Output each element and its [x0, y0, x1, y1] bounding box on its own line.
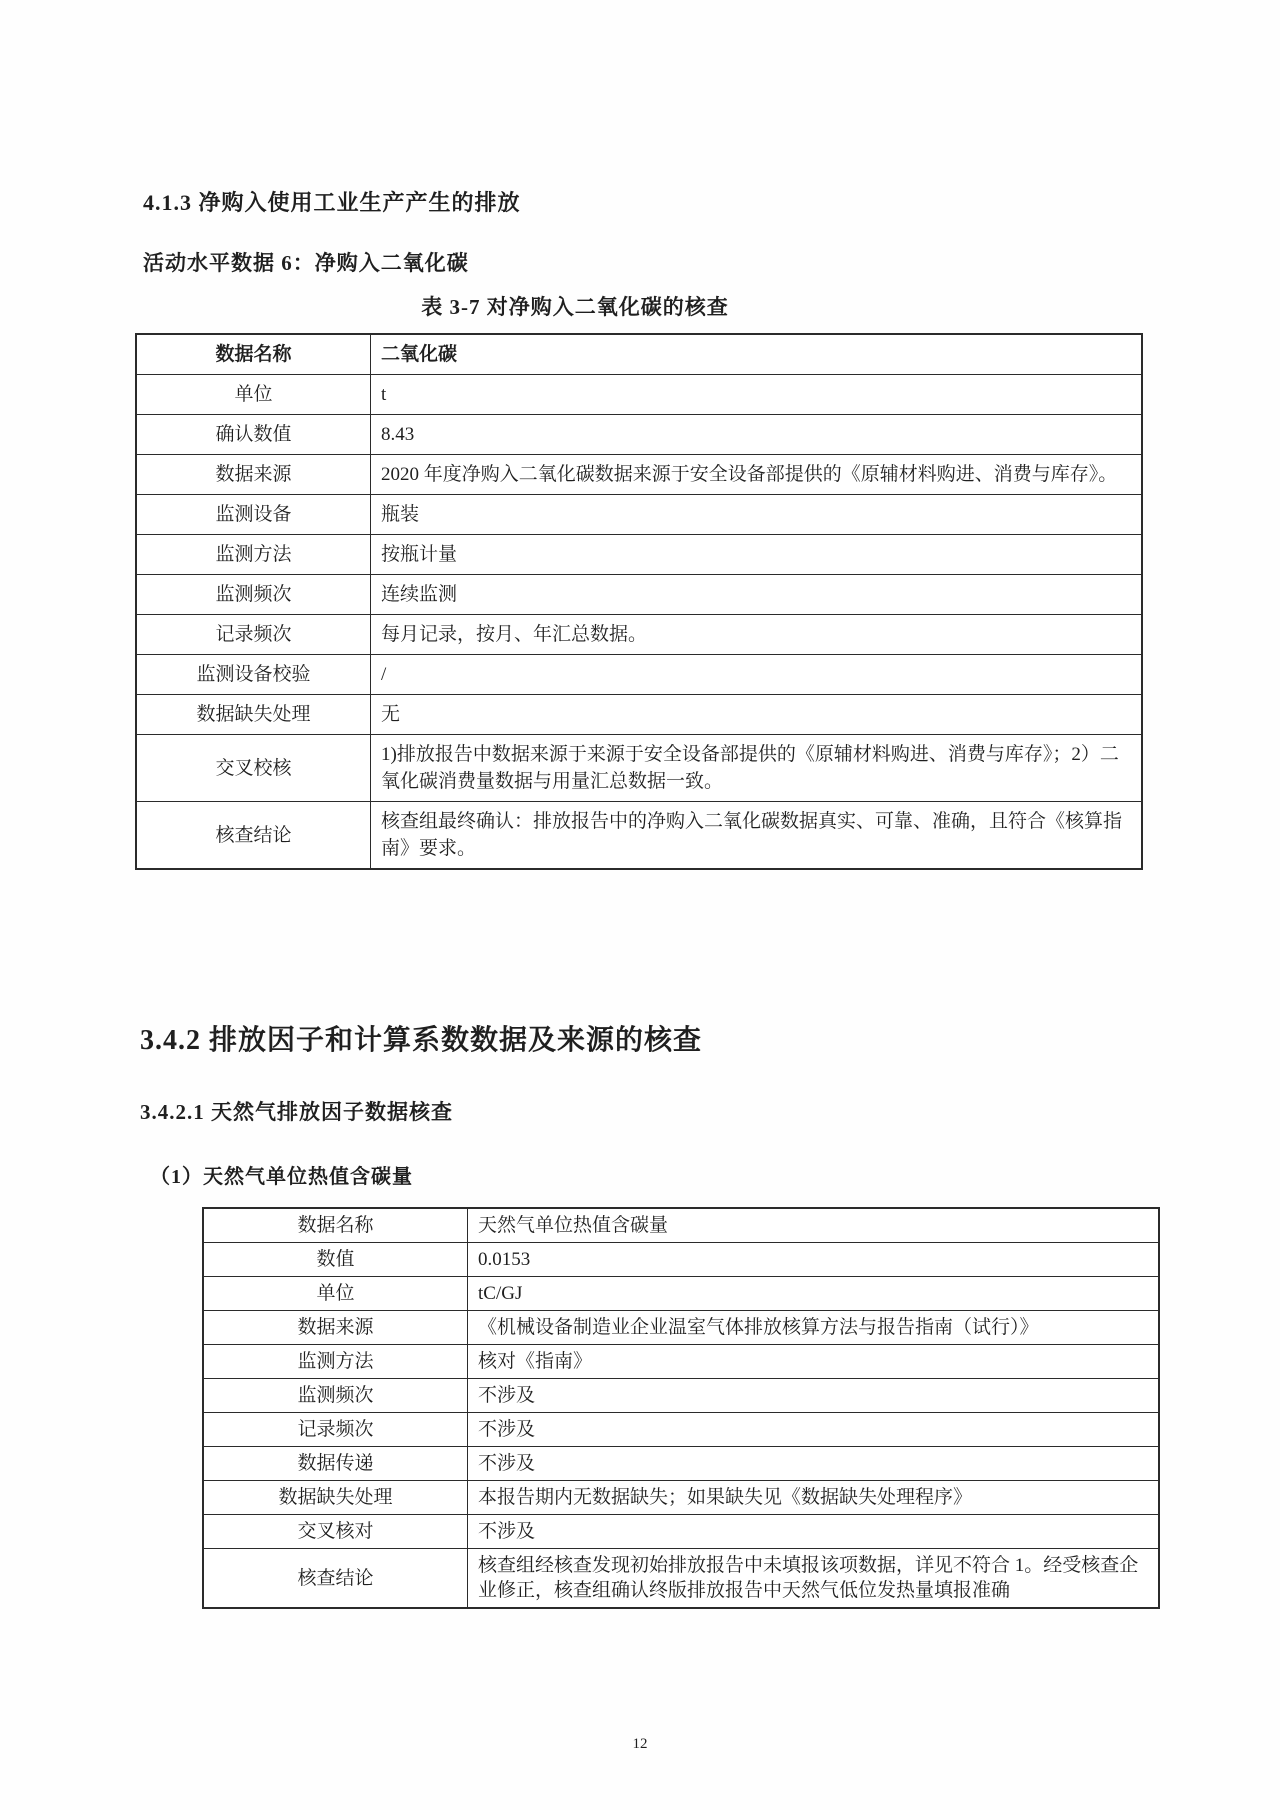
- table-row: [203, 1243, 1159, 1277]
- table-row: [203, 1208, 1159, 1243]
- table-natural-gas-carbon-content: [202, 1207, 1160, 1609]
- row-value: 连续监测: [371, 575, 1143, 615]
- row-value: 二氧化碳: [371, 334, 1143, 375]
- row-value: /: [371, 655, 1143, 695]
- row-value: 核查组经核查发现初始排放报告中未填报该项数据，详见不符合 1。经受核查企业修正，核查组确认终版排放报告中天然气低位发热量填报准确: [468, 1549, 1160, 1609]
- row-label: 确认数值: [136, 415, 371, 455]
- row-value: 《机械设备制造业企业温室气体排放核算方法与报告指南（试行）》: [468, 1311, 1160, 1345]
- row-label: 监测设备: [136, 495, 371, 535]
- row-label: 数据名称: [203, 1208, 468, 1243]
- table-row: [136, 655, 1142, 695]
- section-heading-413: 4.1.3 净购入使用工业生产产生的排放: [143, 190, 521, 215]
- row-label: 数据传递: [203, 1447, 468, 1481]
- row-value: 不涉及: [468, 1379, 1160, 1413]
- row-label: 核查结论: [203, 1549, 468, 1609]
- table-row: [203, 1379, 1159, 1413]
- row-value: 瓶装: [371, 495, 1143, 535]
- row-value: 不涉及: [468, 1413, 1160, 1447]
- table-row: [136, 495, 1142, 535]
- table-row: [136, 695, 1142, 735]
- table-co2-verification: [135, 333, 1143, 870]
- activity-data-label: 活动水平数据 6：净购入二氧化碳: [143, 251, 469, 275]
- table-row: [203, 1345, 1159, 1379]
- row-label: 数据来源: [136, 455, 371, 495]
- row-value: 不涉及: [468, 1515, 1160, 1549]
- table-row: [203, 1311, 1159, 1345]
- row-label: 数据缺失处理: [203, 1481, 468, 1515]
- row-label: 数据缺失处理: [136, 695, 371, 735]
- row-label: 监测方法: [203, 1345, 468, 1379]
- table-row: [136, 415, 1142, 455]
- section-heading-342: 3.4.2 排放因子和计算系数数据及来源的核查: [140, 1025, 703, 1056]
- row-value: 本报告期内无数据缺失；如果缺失见《数据缺失处理程序》: [468, 1481, 1160, 1515]
- table-row: [136, 575, 1142, 615]
- row-label: 单位: [136, 375, 371, 415]
- row-label: 数据名称: [136, 334, 371, 375]
- table-row: [136, 615, 1142, 655]
- table-row: [203, 1277, 1159, 1311]
- row-label: 监测频次: [203, 1379, 468, 1413]
- table-row: [136, 375, 1142, 415]
- table-row: [136, 802, 1142, 870]
- row-value: 每月记录，按月、年汇总数据。: [371, 615, 1143, 655]
- row-label: 单位: [203, 1277, 468, 1311]
- row-label: 数据来源: [203, 1311, 468, 1345]
- row-label: 监测频次: [136, 575, 371, 615]
- table-row: [203, 1447, 1159, 1481]
- section-heading-3421: 3.4.2.1 天然气排放因子数据核查: [140, 1100, 453, 1124]
- page-number: 12: [632, 1736, 648, 1752]
- row-value: 天然气单位热值含碳量: [468, 1208, 1160, 1243]
- row-value: tC/GJ: [468, 1277, 1160, 1311]
- row-label: 交叉核对: [203, 1515, 468, 1549]
- row-value: 不涉及: [468, 1447, 1160, 1481]
- row-value: 8.43: [371, 415, 1143, 455]
- row-label: 交叉校核: [136, 735, 371, 802]
- item-heading-1: （1）天然气单位热值含碳量: [150, 1166, 413, 1188]
- table-row: [136, 334, 1142, 375]
- row-label: 记录频次: [136, 615, 371, 655]
- table-row: [203, 1515, 1159, 1549]
- row-value: 按瓶计量: [371, 535, 1143, 575]
- table-row: [136, 455, 1142, 495]
- row-value: 无: [371, 695, 1143, 735]
- table-row: [203, 1549, 1159, 1609]
- row-value: 核查组最终确认：排放报告中的净购入二氧化碳数据真实、可靠、准确，且符合《核算指南》要求。: [371, 802, 1143, 870]
- row-label: 监测设备校验: [136, 655, 371, 695]
- table-row: [136, 735, 1142, 802]
- row-value: 1)排放报告中数据来源于来源于安全设备部提供的《原辅材料购进、消费与库存》；2）二氧化碳消费量数据与用量汇总数据一致。: [371, 735, 1143, 802]
- row-value: 0.0153: [468, 1243, 1160, 1277]
- row-value: 核对《指南》: [468, 1345, 1160, 1379]
- row-label: 核查结论: [136, 802, 371, 870]
- table-row: [136, 535, 1142, 575]
- row-label: 数值: [203, 1243, 468, 1277]
- table-row: [203, 1481, 1159, 1515]
- row-value: t: [371, 375, 1143, 415]
- table1-caption: 表 3-7 对净购入二氧化碳的核查: [421, 295, 729, 319]
- row-label: 监测方法: [136, 535, 371, 575]
- row-label: 记录频次: [203, 1413, 468, 1447]
- table-row: [203, 1413, 1159, 1447]
- row-value: 2020 年度净购入二氧化碳数据来源于安全设备部提供的《原辅材料购进、消费与库存》。: [371, 455, 1143, 495]
